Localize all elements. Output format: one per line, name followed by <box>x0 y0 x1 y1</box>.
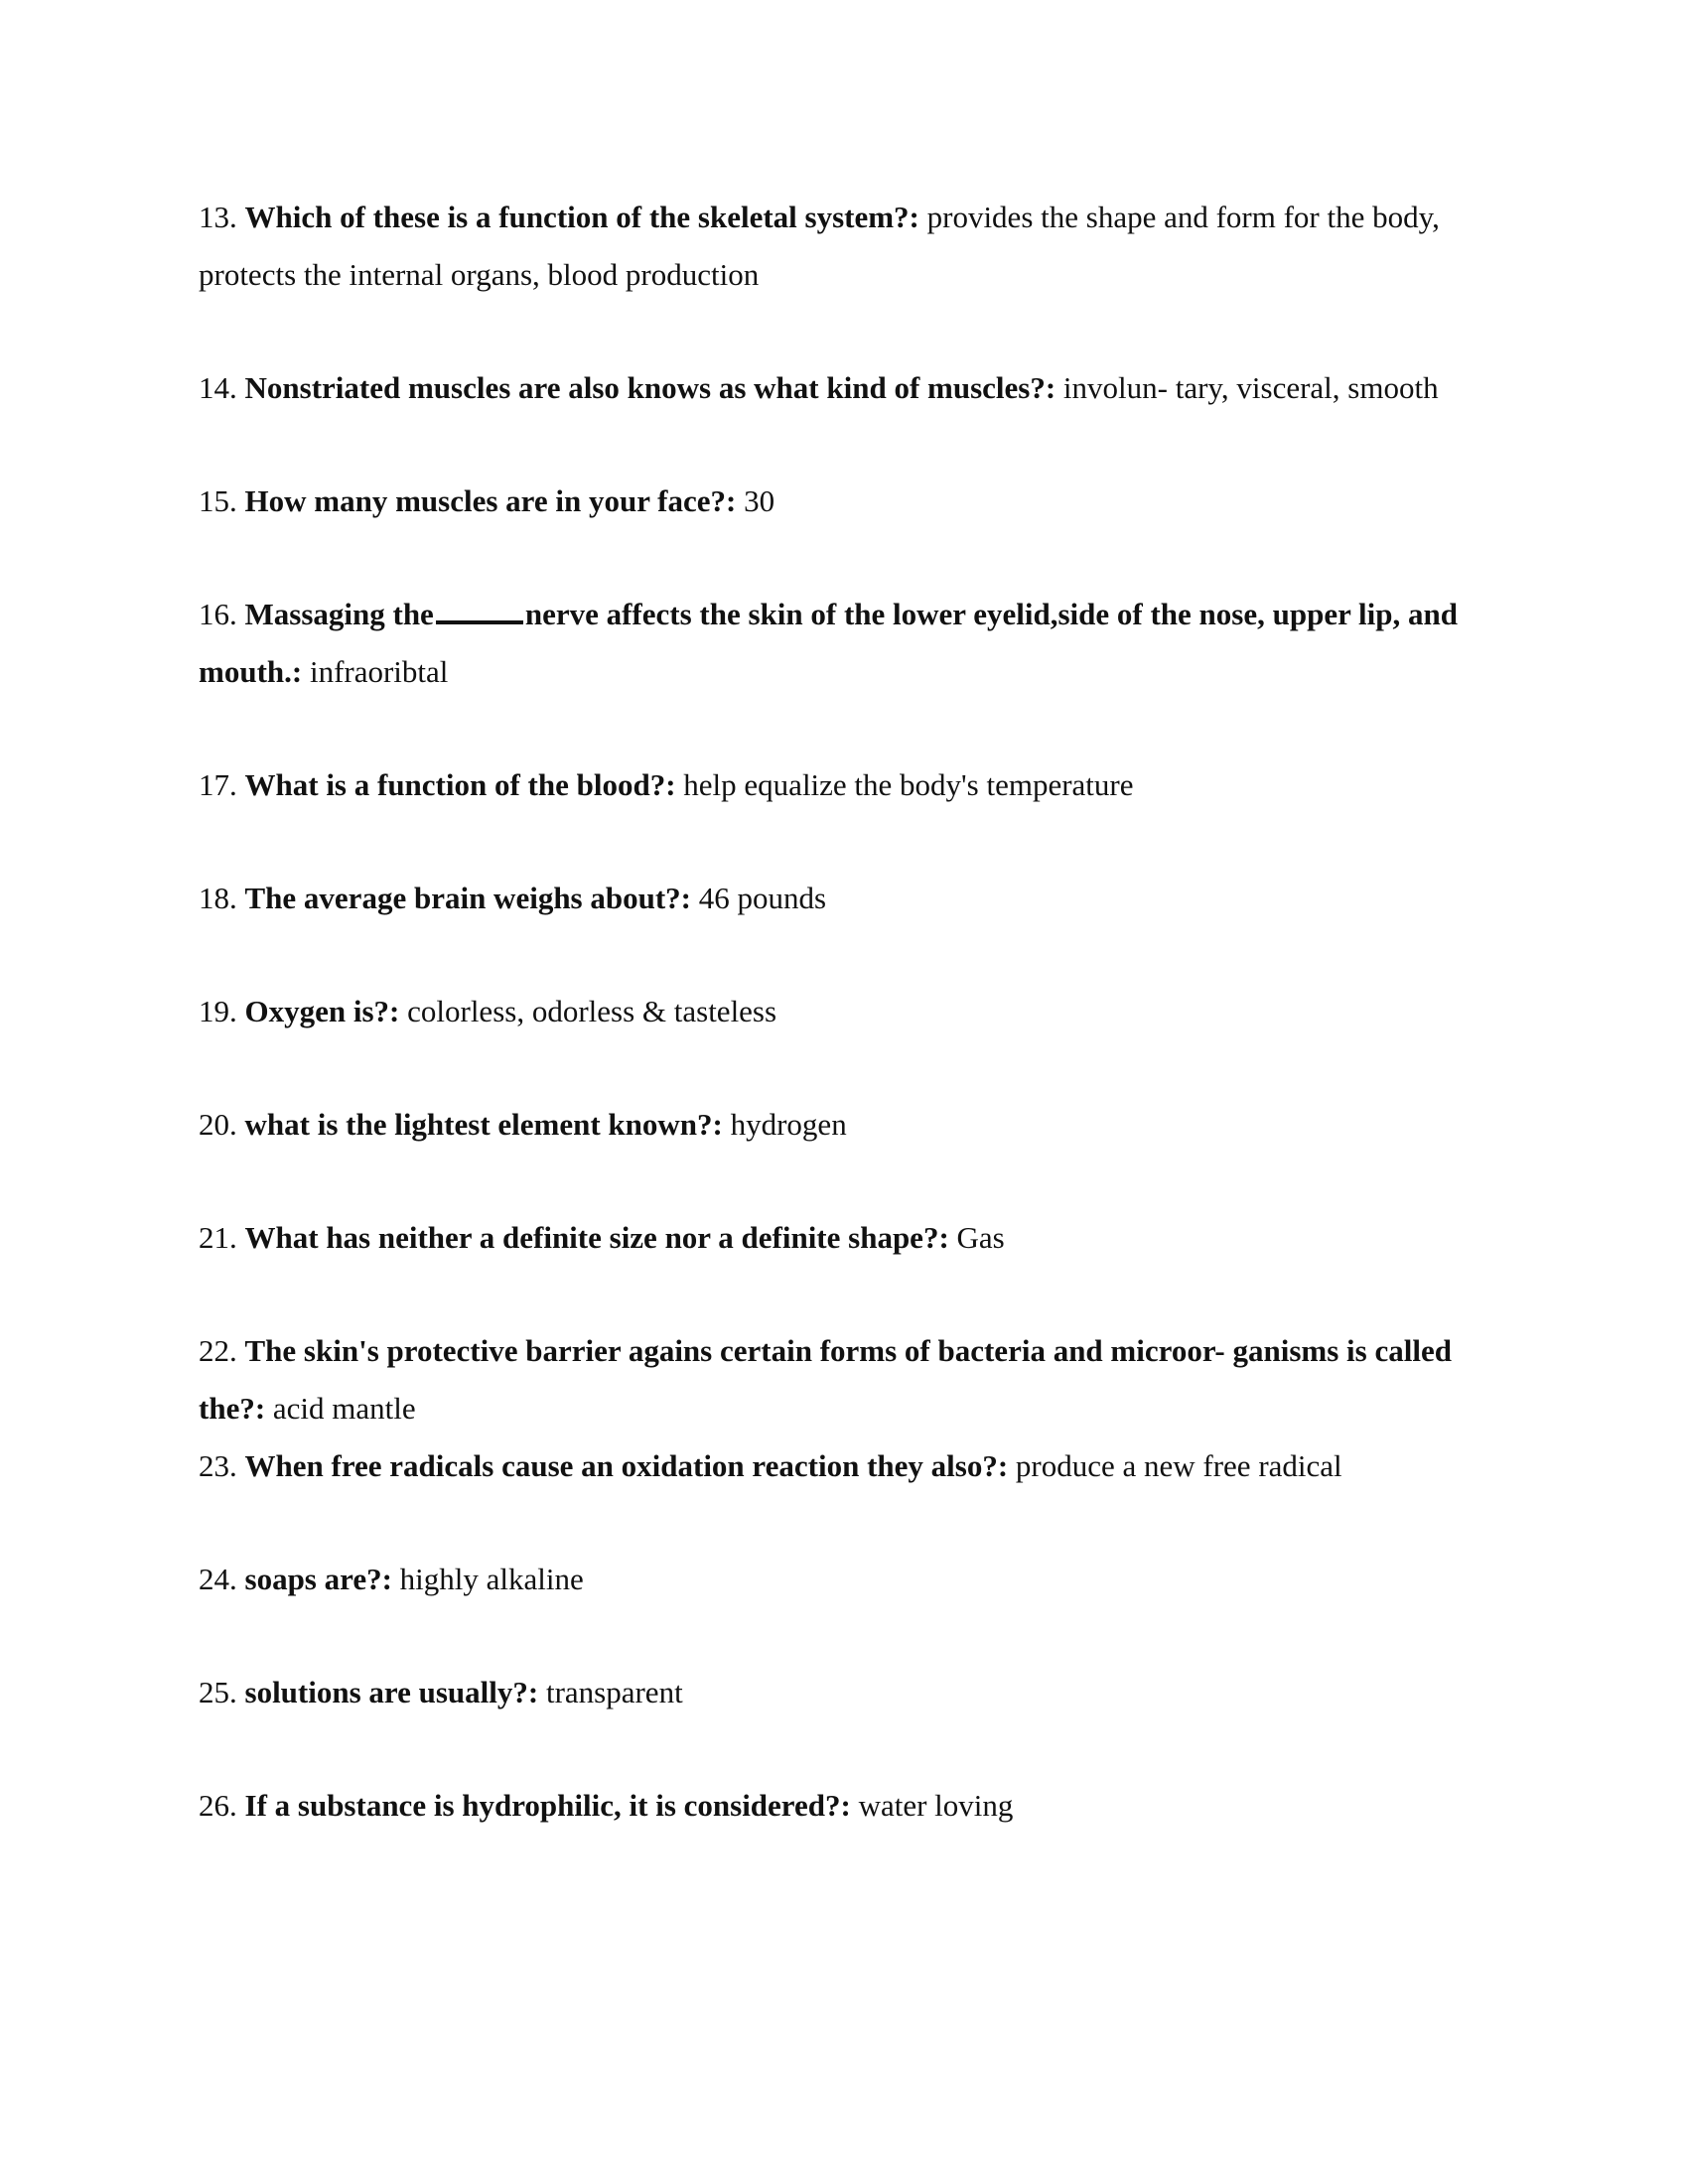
item-number: 15. <box>199 483 237 518</box>
question-text: The average brain weighs about?: <box>244 881 691 915</box>
answer-text: hydrogen <box>730 1107 847 1142</box>
question-text: The skin's protective barrier agains certain forms of bacteria and microor- ganisms is called the?: <box>199 1333 1452 1426</box>
question-text: solutions are usually?: <box>244 1675 539 1709</box>
question-text-pre: Massaging the <box>244 597 434 631</box>
item-number: 21. <box>199 1220 237 1255</box>
question-text: When free radicals cause an oxidation reaction they also?: <box>244 1448 1009 1483</box>
answer-text: help equalize the body's temperature <box>683 767 1134 802</box>
item-number: 26. <box>199 1788 237 1823</box>
item-number: 25. <box>199 1675 237 1709</box>
fill-in-blank <box>436 599 523 624</box>
qa-item-13 <box>199 189 1479 304</box>
question-text: What is a function of the blood?: <box>244 767 676 802</box>
item-number: 18. <box>199 881 237 915</box>
question-text-post: nerve affects the skin of the lower eyelid,side of the nose, upper lip, and mouth.: <box>199 597 1458 689</box>
qa-item-21 <box>199 1209 1479 1267</box>
item-number: 24. <box>199 1562 237 1596</box>
qa-item-26 <box>199 1777 1479 1835</box>
qa-item-16 <box>199 586 1479 701</box>
answer-text: water loving <box>858 1788 1014 1823</box>
question-text: Oxygen is?: <box>244 994 400 1028</box>
answer-text: Gas <box>956 1220 1005 1255</box>
item-number: 22. <box>199 1333 237 1368</box>
question-text: Which of these is a function of the skeletal system?: <box>244 200 919 234</box>
item-number: 17. <box>199 767 237 802</box>
answer-text: 30 <box>744 483 775 518</box>
qa-item-17 <box>199 756 1479 814</box>
document-page <box>199 189 1479 1890</box>
answer-text: transparent <box>545 1675 683 1709</box>
answer-text: highly alkaline <box>399 1562 584 1596</box>
question-text: soaps are?: <box>244 1562 392 1596</box>
answer-text: acid mantle <box>272 1391 416 1426</box>
qa-item-25 <box>199 1664 1479 1721</box>
question-text: What has neither a definite size nor a definite shape?: <box>244 1220 949 1255</box>
question-text: what is the lightest element known?: <box>244 1107 723 1142</box>
answer-text: infraoribtal <box>309 654 449 689</box>
item-number: 19. <box>199 994 237 1028</box>
answer-text: colorless, odorless & tasteless <box>407 994 777 1028</box>
qa-item-24 <box>199 1551 1479 1608</box>
qa-item-18 <box>199 870 1479 927</box>
answer-text: 46 pounds <box>698 881 827 915</box>
question-text: How many muscles are in your face?: <box>244 483 737 518</box>
qa-item-23 <box>199 1437 1479 1495</box>
qa-item-19 <box>199 983 1479 1040</box>
item-number: 23. <box>199 1448 237 1483</box>
qa-item-20 <box>199 1096 1479 1154</box>
item-number: 16. <box>199 597 237 631</box>
question-text: Nonstriated muscles are also knows as what kind of muscles?: <box>244 370 1056 405</box>
answer-text: provides the shape and form for the body, protects the internal organs, blood production <box>199 200 1440 292</box>
qa-item-22 <box>199 1322 1479 1437</box>
item-number: 20. <box>199 1107 237 1142</box>
answer-text: produce a new free radical <box>1015 1448 1342 1483</box>
answer-text: involun- tary, visceral, smooth <box>1062 370 1439 405</box>
qa-item-14 <box>199 359 1479 417</box>
question-text: If a substance is hydrophilic, it is considered?: <box>244 1788 851 1823</box>
item-number: 13. <box>199 200 237 234</box>
item-number: 14. <box>199 370 237 405</box>
qa-item-15 <box>199 473 1479 530</box>
